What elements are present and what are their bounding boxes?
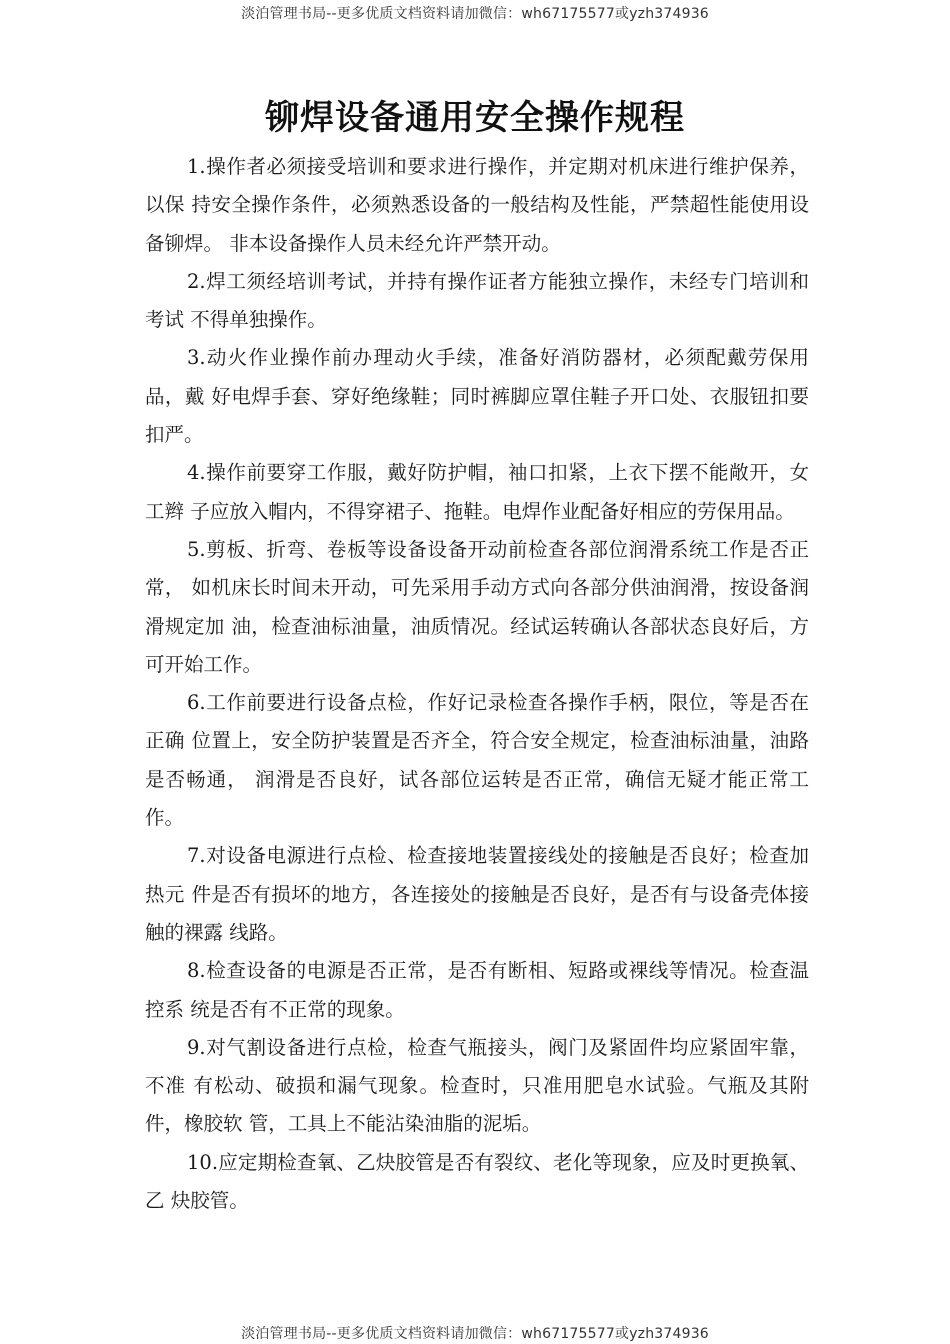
- rule-paragraph-3: 3.动火作业操作前办理动火手续，准备好消防器材，必须配戴劳保用品，戴 好电焊手套、穿好绝缘鞋；同时裤脚应罩住鞋子开口处、衣服钮扣要扣严。: [145, 346, 809, 447]
- page-footer-note: 淡泊管理书局--更多优质文档资料请加微信：wh67175577或yzh374936: [241, 1326, 709, 1342]
- document-body: [145, 148, 809, 1220]
- rule-paragraph-7: 7.对设备电源进行点检、检查接地装置接线处的接触是否良好；检查加热元 件是否有损坏的地方，各连接处的接触是否良好，是否有与设备壳体接触的裸露 线路。: [145, 844, 809, 944]
- rule-paragraph-2: 2.焊工须经培训考试，并持有操作证者方能独立操作，未经专门培训和考试 不得单独操作。: [145, 269, 809, 332]
- rule-paragraph-1: 1.操作者必须接受培训和要求进行操作，并定期对机床进行维护保养，以保 持安全操作条件，必须熟悉设备的一般结构及性能，严禁超性能使用设备铆焊。 非本设备操作人员未经允许严禁开动。: [145, 155, 809, 255]
- document-title: 铆焊设备通用安全操作规程: [265, 98, 685, 138]
- rule-paragraph-6: 6.工作前要进行设备点检，作好记录检查各操作手柄，限位，等是否在正确 位置上，安全防护装置是否齐全，符合安全规定，检查油标油量，油路是否畅通， 润滑是否良好，试各部位运转是否正常，确信无疑才能正常工作。: [145, 691, 809, 830]
- page-header-note: 淡泊管理书局--更多优质文档资料请加微信：wh67175577或yzh374936: [241, 6, 709, 22]
- rule-paragraph-10: 10.应定期检查氧、乙炔胶管是否有裂纹、老化等现象，应及时更换氧、乙 炔胶管。: [145, 1150, 809, 1213]
- rule-paragraph-5: 5.剪板、折弯、卷板等设备设备开动前检查各部位润滑系统工作是否正常， 如机床长时间未开动，可先采用手动方式向各部分供油润滑，按设备润滑规定加 油，检查油标油量，油质情况。经试运转确认各部状态良好后，方可开始工作。: [145, 537, 809, 676]
- rule-paragraph-8: 8.检查设备的电源是否正常，是否有断相、短路或裸线等情况。检查温控系 统是否有不正常的现象。: [145, 959, 809, 1021]
- rule-paragraph-9: 9.对气割设备进行点检，检查气瓶接头，阀门及紧固件均应紧固牢靠，不准 有松动、破损和漏气现象。检查时，只准用肥皂水试验。气瓶及其附件，橡胶软 管，工具上不能沾染油脂的泥垢。: [145, 1035, 809, 1136]
- rule-paragraph-4: 4.操作前要穿工作服，戴好防护帽，袖口扣紧，上衣下摆不能敞开，女工辫 子应放入帽内，不得穿裙子、拖鞋。电焊作业配备好相应的劳保用品。: [145, 461, 809, 523]
